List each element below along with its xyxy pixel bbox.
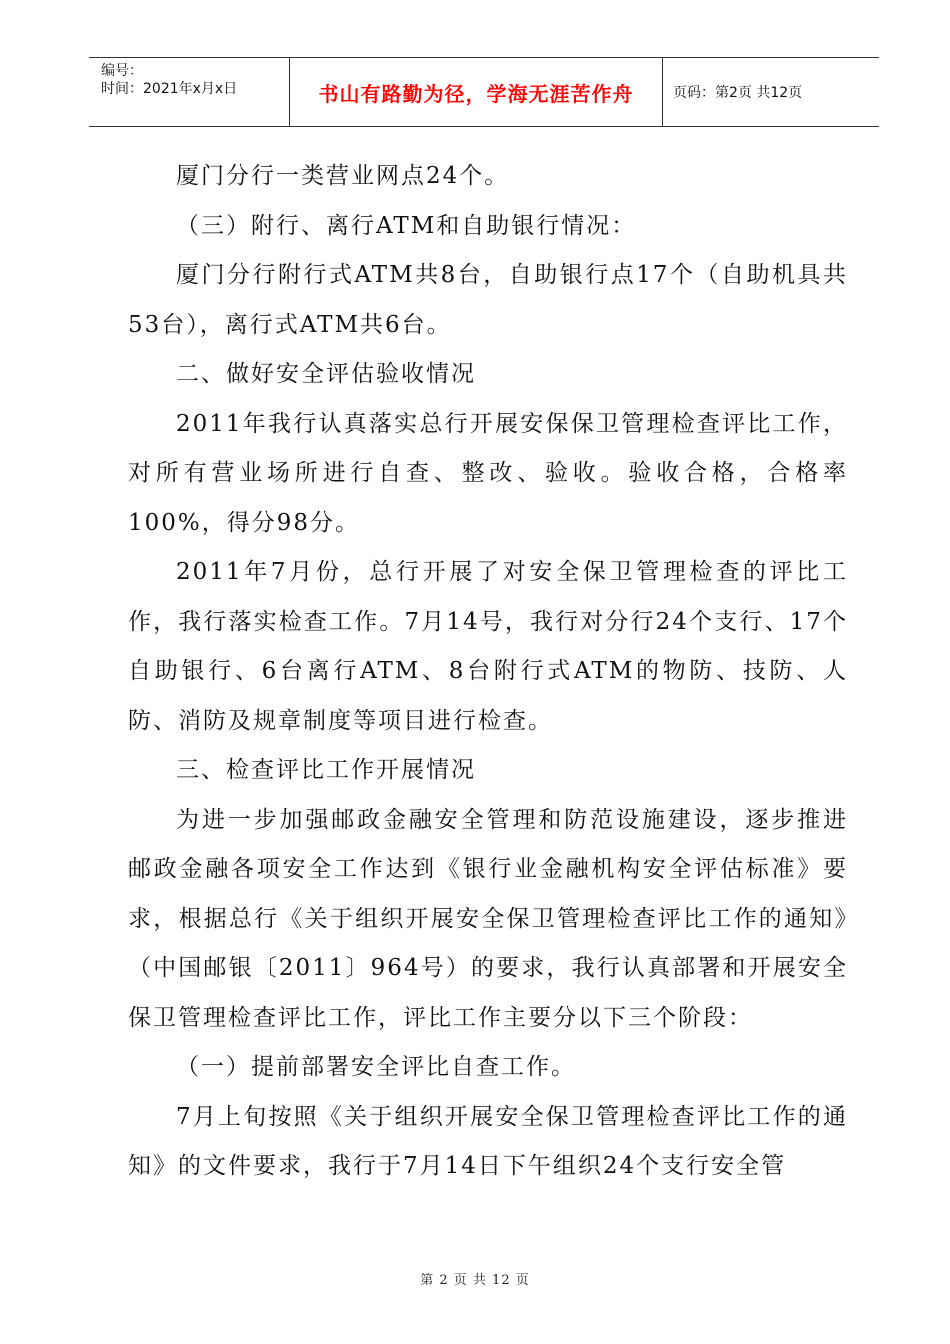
paragraph: 为进一步加强邮政金融安全管理和防范设施建设，逐步推进邮政金融各项安全工作达到《银行业金融机构安全评估标准》要求，根据总行《关于组织开展安全保卫管理检查评比工作的通知》（中国邮银〔2011〕964号）的要求，我行认真部署和开展安全保卫管理检查评比工作，评比工作主要分以下三个阶段：: [128, 806, 848, 1031]
paragraph: 2011年7月份，总行开展了对安全保卫管理检查的评比工作，我行落实检查工作。7月14号，我行对分行24个支行、17个自助银行、6台离行ATM、8台附行式ATM的物防、技防、人防、消防及规章制度等项目进行检查。: [128, 559, 848, 734]
header-page-info: 页码：第2页 共12页: [673, 85, 803, 101]
paragraph: 2011年我行认真落实总行开展安保保卫管理检查评比工作，对所有营业场所进行自查、整改、验收。验收合格，合格率100%，得分98分。: [128, 410, 848, 536]
page-footer: 第 2 页 共 12 页: [420, 1273, 530, 1288]
section-heading: （一）提前部署安全评比自查工作。: [176, 1054, 576, 1080]
paragraph: 厦门分行一类营业网点24个。: [176, 163, 510, 189]
document-time-label: 时间：2021年x月x日: [101, 81, 238, 97]
document-header: [89, 57, 879, 127]
header-motto: 书山有路勤为径，学海无涯苦作舟: [290, 58, 663, 126]
section-heading: （三）附行、离行ATM和自助银行情况：: [176, 212, 637, 239]
paragraph: 7月上旬按照《关于组织开展安全保卫管理检查评比工作的通知》的文件要求，我行于7月14日下午组织24个支行安全管: [128, 1103, 848, 1179]
paragraph: 厦门分行附行式ATM共8台，自助银行点17个（自助机具共53台），离行式ATM共6台。: [128, 262, 848, 338]
document-number-label: 编号：: [101, 63, 143, 79]
section-heading: 三、检查评比工作开展情况: [176, 757, 476, 783]
section-heading: 二、做好安全评估验收情况: [176, 361, 476, 387]
header-meta-cell: [89, 58, 290, 126]
document-body: [128, 152, 848, 1192]
